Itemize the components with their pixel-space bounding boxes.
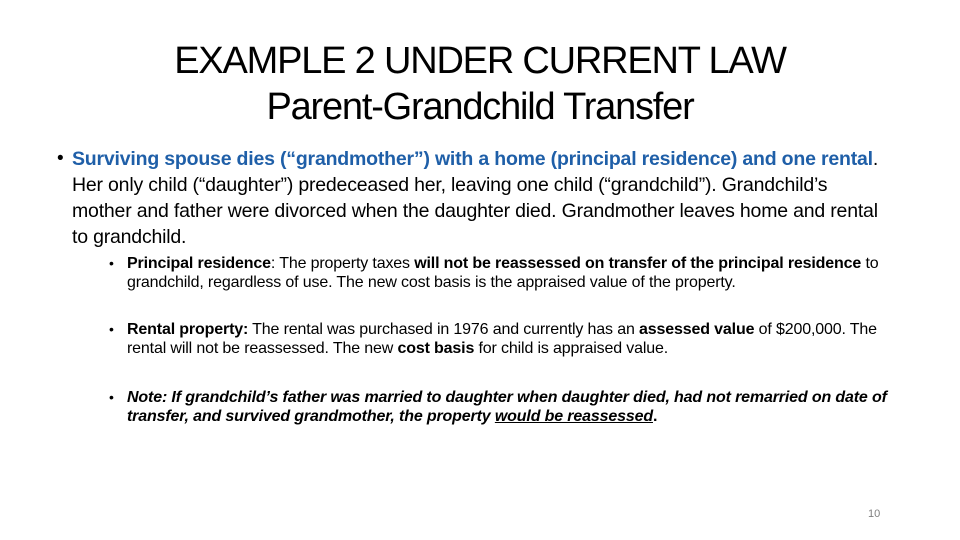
rental-property-text-2: of $200,000. The rental will not be reassessed. The new [127,321,877,357]
note-label: Note: [127,389,168,406]
sub-bullet-note [109,388,887,426]
rental-assessed-value: assessed value [639,321,755,338]
rental-property-text-1: The rental was purchased in 1976 and currently has an [248,321,639,338]
rental-property-label: Rental property: [127,321,249,338]
main-bullet-highlight: Surviving spouse dies (“grandmother”) with a home (principal residence) and one rental [72,148,873,170]
main-bullet [72,146,892,250]
rental-cost-basis: cost basis [397,340,475,357]
principal-residence-text-1: : The property taxes [270,255,415,272]
sub-bullet-marker: • [109,389,114,405]
principal-residence-text-2: to grandchild, regardless of use. The new cost basis is the appraised value of the property. [127,255,879,291]
sub-bullet-principal-residence [109,254,887,292]
main-bullet-text: . Her only child (“daughter”) predeceased her, leaving one child (“grandchild”). Grandchild’s mother and father were divorced when the daughter died. Grandmother leaves home and rental to grandchild. [72,148,879,248]
title-line-1: EXAMPLE 2 UNDER CURRENT LAW [174,40,786,82]
principal-residence-emphasis: will not be reassessed on transfer of the principal residence [414,255,862,272]
slide-title [0,38,960,130]
sub-bullet-rental-property [109,320,887,358]
sub-bullet-marker: • [109,255,114,271]
principal-residence-label: Principal residence [127,255,271,272]
page-number: 10 [868,508,881,520]
sub-bullet-marker: • [109,321,114,337]
main-bullet-marker: • [57,148,64,169]
title-line-2: Parent-Grandchild Transfer [266,86,694,128]
note-end: . [652,408,658,425]
rental-property-text-3: for child is appraised value. [474,340,669,357]
note-text: If grandchild’s father was married to daughter when daughter died, had not remarried on date of transfer, and survived grandmother, the property [127,389,887,425]
note-reassessed: would be reassessed [494,408,653,425]
